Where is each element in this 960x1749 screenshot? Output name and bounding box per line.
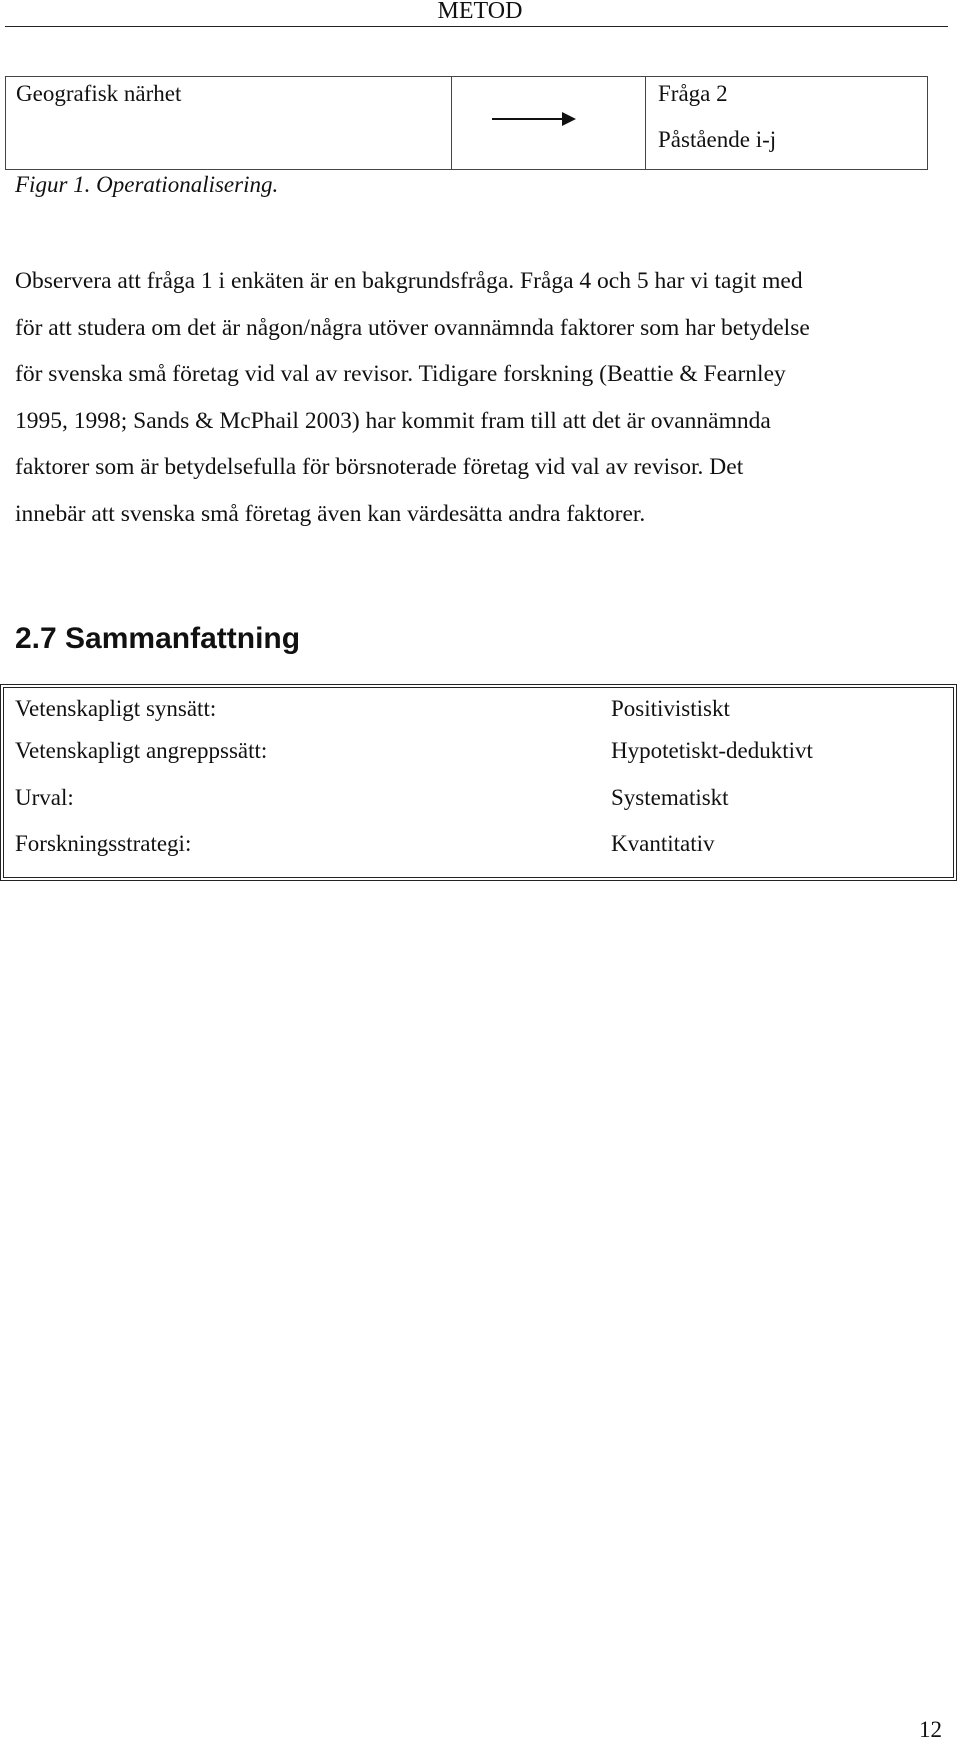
operationalisation-figure [5,76,922,172]
summary-row [4,823,953,870]
paragraph-line: för svenska små företag vid val av revisor. Tidigare forskning (Beattie & Fearnley [15,361,786,387]
body-paragraph [15,258,942,537]
paragraph-line: 1995, 1998; Sands & McPhail 2003) har kommit fram till att det är ovannämnda [15,407,771,434]
figure-caption: Figur 1. Operationalisering. [15,172,279,197]
figure-right-label-question: Fråga 2 [658,81,728,106]
summary-label: Forskningsstrategi: [15,831,192,856]
paragraph-line: för att studera om det är någon/några utöver ovannämnda faktorer som har betydelse [15,314,810,341]
summary-row [4,688,953,735]
header-rule [5,26,948,27]
summary-label: Urval: [15,785,74,810]
summary-row [4,777,953,824]
figure-right-box [645,76,928,170]
summary-table [0,684,957,881]
arrow-right-icon [492,109,577,129]
running-header: METOD [437,0,523,24]
summary-label: Vetenskapligt synsätt: [15,696,217,721]
paragraph-line: faktorer som är betydelsefulla för börsnoterade företag vid val av revisor. Det [15,454,744,480]
page-number: 12 [919,1717,942,1742]
section-heading: 2.7 Sammanfattning [15,622,301,655]
summary-row [4,730,953,777]
summary-value: Systematiskt [611,785,729,810]
figure-right-label-statement: Påstående i-j [658,127,777,152]
summary-label: Vetenskapligt angreppssätt: [15,738,268,763]
paragraph-line: innebär att svenska små företag även kan värdesätta andra faktorer. [15,500,646,527]
figure-left-box [5,76,453,170]
figure-left-label: Geografisk närhet [16,81,182,106]
figure-arrow-box [451,76,647,170]
summary-value: Kvantitativ [611,831,715,856]
summary-value: Positivistiskt [611,696,730,721]
paragraph-line: Observera att fråga 1 i enkäten är en bakgrundsfråga. Fråga 4 och 5 har vi tagit med [15,268,803,294]
summary-value: Hypotetiskt-deduktivt [611,738,813,763]
